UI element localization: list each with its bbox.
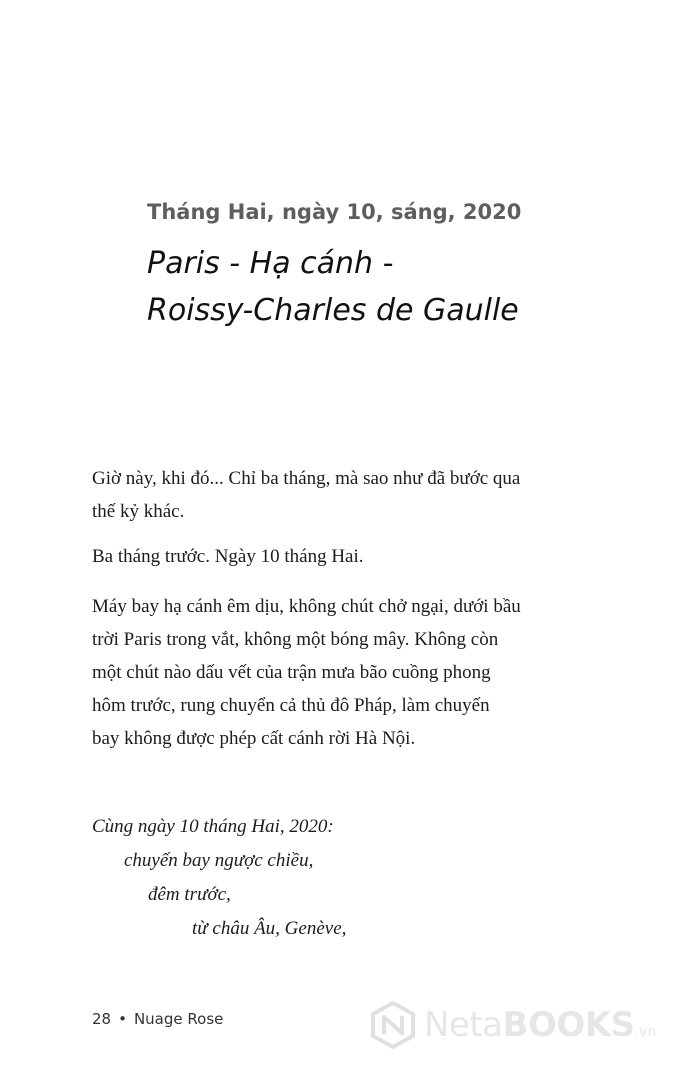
book-title: Nuage Rose bbox=[133, 1010, 224, 1028]
verse-line: đêm trước, bbox=[148, 884, 231, 905]
watermark-text-regular: Neta bbox=[424, 1005, 503, 1045]
chapter-title bbox=[147, 240, 519, 334]
verse-line: từ châu Âu, Genève, bbox=[192, 918, 347, 939]
paragraph-line: trời Paris trong vắt, không một bóng mây. Không còn bbox=[92, 629, 499, 650]
paragraph-line: thế kỷ khác. bbox=[92, 501, 185, 522]
paragraph-line: Máy bay hạ cánh êm dịu, không chút chở ngại, dưới bầu bbox=[92, 596, 521, 617]
paragraph-line: bay không được phép cất cánh rời Hà Nội. bbox=[92, 728, 416, 749]
paragraph-line: Ba tháng trước. Ngày 10 tháng Hai. bbox=[92, 546, 364, 567]
chapter-title-line-1: Paris - Hạ cánh - bbox=[147, 246, 394, 281]
page-footer bbox=[92, 1010, 223, 1028]
footer-separator: • bbox=[118, 1010, 127, 1028]
page-number: 28 bbox=[92, 1010, 112, 1028]
verse-block bbox=[92, 810, 346, 946]
paragraph-line: hôm trước, rung chuyển cả thủ đô Pháp, làm chuyến bbox=[92, 695, 490, 716]
netabooks-watermark bbox=[368, 1000, 656, 1050]
verse-line: chuyến bay ngược chiều, bbox=[124, 850, 314, 871]
paragraph-3 bbox=[92, 590, 632, 755]
paragraph-1 bbox=[92, 462, 632, 528]
paragraph-line: Giờ này, khi đó... Chỉ ba tháng, mà sao như đã bước qua bbox=[92, 468, 521, 489]
paragraph-line: một chút nào dấu vết của trận mưa bão cuồng phong bbox=[92, 662, 491, 683]
watermark-text-bold: BOOKS bbox=[502, 1005, 635, 1045]
paragraph-2 bbox=[92, 540, 632, 573]
chapter-title-line-2: Roissy-Charles de Gaulle bbox=[147, 293, 519, 328]
chapter-date: Tháng Hai, ngày 10, sáng, 2020 bbox=[147, 200, 522, 224]
verse-line: Cùng ngày 10 tháng Hai, 2020: bbox=[92, 816, 334, 837]
netabooks-logo-icon bbox=[368, 1000, 418, 1050]
watermark-text bbox=[424, 1005, 656, 1045]
watermark-suffix: .vn bbox=[634, 1024, 657, 1040]
